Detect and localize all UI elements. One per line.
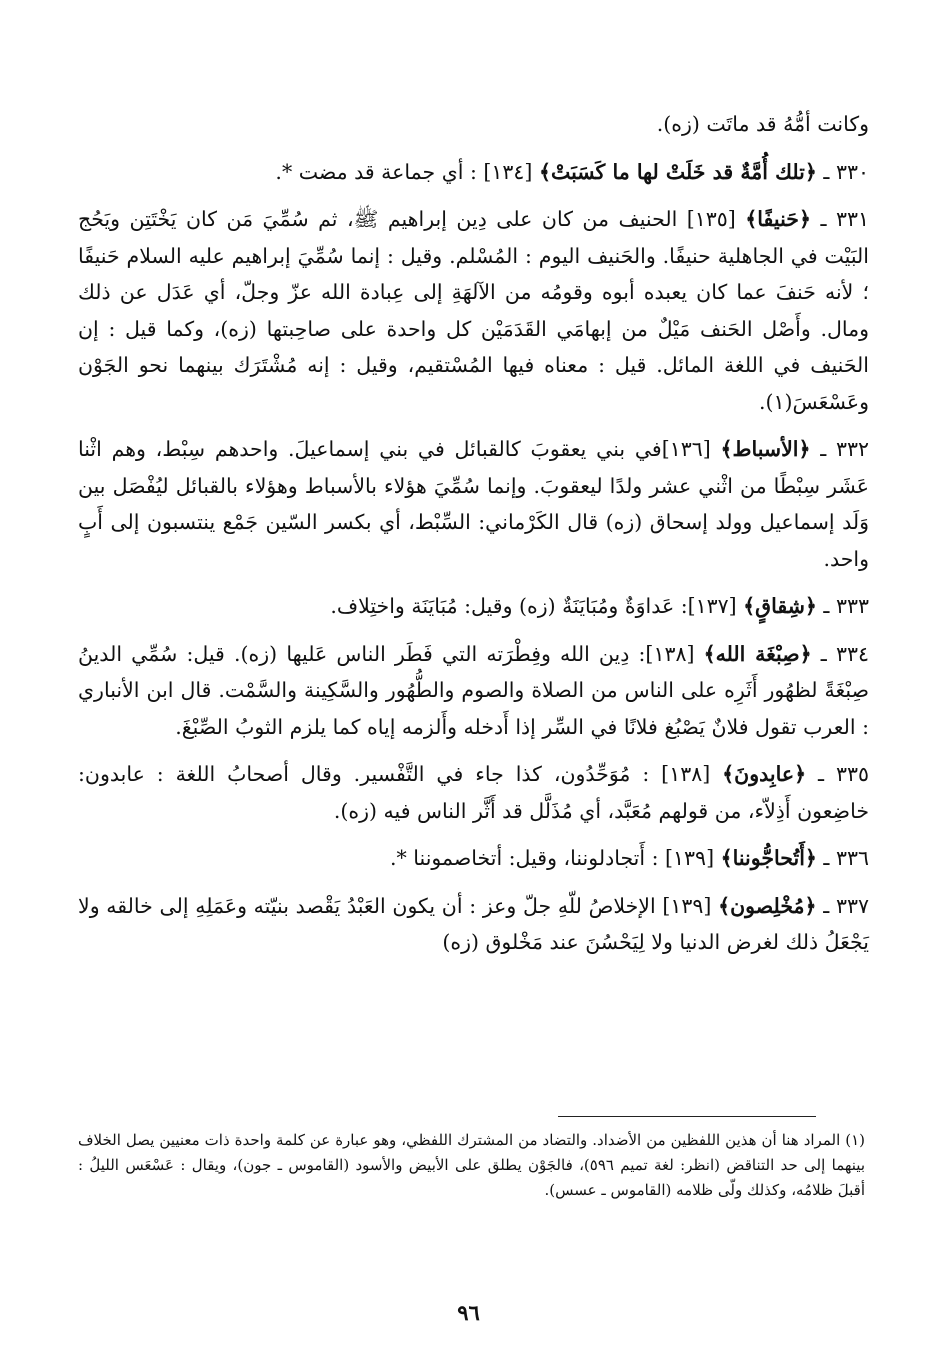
entry-335 xyxy=(78,756,869,829)
quran-term: ﴿صِبْغَة الله﴾ xyxy=(703,641,812,666)
quran-term: ﴿الأسباط﴾ xyxy=(720,437,811,461)
entry-number: ٣٣٥ ـ xyxy=(806,762,870,786)
entry-text: [١٣٩] الإخلاصُ للّهِ جلّ وعز : أن يكون العَبْدُ يَقْصد بنيّته وعَمَلِهِ إلى خالقه ولا يَجْعَلُ ذلك لغرض الدنيا ولا لِيَحْسُنَ عند مَخْلوق (زه) xyxy=(78,893,869,954)
entry-text: [١٣٩] : أَتجادلوننا، وقيل: أتخاصمو‌ننا *. xyxy=(389,846,721,870)
paragraph-intro xyxy=(78,106,869,143)
entry-334 xyxy=(78,636,869,746)
page-number: ٩٦ xyxy=(457,1300,480,1325)
entry-330 xyxy=(78,154,869,191)
entry-number: ٣٣٠ ـ xyxy=(816,159,869,184)
quran-term: ﴿شِقاقٍ﴾ xyxy=(743,594,817,618)
entry-text: [١٣٨] : مُوَحِّدُون، كذا جاء في التَّفْسير. وقال أصحابُ اللغة : عابدون: خاضِعون أَذِلاّء، من قولهم مُعَبَّد، أي مُذَلَّل قد أَثَّر الناس فيه (زه). xyxy=(78,762,869,823)
entry-332 xyxy=(78,431,869,577)
entry-number: ٣٣٤ ـ xyxy=(811,641,870,666)
main-text xyxy=(78,106,869,972)
quran-term: ﴿مُخْلِصون﴾ xyxy=(718,893,817,918)
footnote-separator xyxy=(558,1116,816,1117)
entry-number: ٣٣٣ ـ xyxy=(816,594,869,618)
entry-text: [١٣٨]: دِين الله وفِطْرَته التي فَطَر الناس عَليها (زه). قيل: سُمِّي الدينُ صِبْغَةً لظهُور أَثَرِه على الناس من الصلاة والصوم والطُّهُور والسَّكِينة والسَّمْت. قال ابن الأنباري : العرب تقول فلانٌ يَصْبُغ فلانًا في السِّر إذا أَدخله وأَلزمه إياه كما يلزم الثوبُ الصِّبْغَ. xyxy=(78,641,869,739)
quran-term: ﴿أَتُحاجُّوننا﴾ xyxy=(720,846,817,870)
footnote: (١) المراد هنا أن هذين اللفظين من الأضداد. والتضاد من المشترك اللفظي، وهو عبارة عن كلمة واحدة ذات معنيين يصل الخلاف بينهما إلى حد التناقض (انظر: لغة تميم ٥٩٦)، فالجَوْن يطلق على الأبيض والأسود (القاموس ـ جون)، ويقال : عَسْعَس الليلُ : أقبلَ ظلامُه، وكذلك ولّى ظلامه (القاموس ـ عسس). xyxy=(78,1131,866,1199)
quran-term: ﴿تلك أُمَّةٌ قد خَلَتْ لها ما كَسَبَتْ﴾ xyxy=(538,159,817,184)
quran-term: ﴿حَنيفًا﴾ xyxy=(745,207,811,231)
entry-331 xyxy=(78,201,869,420)
entry-text: [١٣٥] الحنيف من كان على دِين إبراهيم ﷺ، ثم سُمِّيَ مَن كان يَخْتَتِن ويَحُج البَيْت في الجاهلية حنيفًا. والحَنيف اليوم : المُسْلم. وقيل : إنما سُمِّيَ إبراهيم عليه السلام حَنيفًا ؛ لأنه حَنفَ عما كان يعبده أبوه وقومُه من الآلهَةِ إلى عِبادة الله عزّ وجلّ، أي عَدَل عن ذلك ومال. وأَصْل الحَنف مَيْلٌ من إبهامَي القَدَمَيْن كل واحدة على صاحِبتها (زه)، وكما قيل : إن الحَنيف في اللغة المائل. قيل : معناه فيها المُسْتقيم، وقيل : إنه مُشْتَرَك بينهما نحو الجَوْن وعَسْعَسَ(١). xyxy=(78,207,869,414)
entry-text: [١٣٧]: عَداوَةٌ ومُبَايَنَةٌ (زه) وقيل: مُبَايَنَة واختِلاف. xyxy=(330,594,744,618)
entry-text: [١٣٤] : أي جماعة قد مضت *. xyxy=(275,159,539,184)
entry-333 xyxy=(78,588,869,625)
entry-number: ٣٣٧ ـ xyxy=(816,893,869,918)
entry-text: [١٣٦]في بني يعقوبَ كالقبائل في بني إسماعيلَ. واحدهم سِبْط، وهم اثْنا عَشَر سِبْطًا من اثْني عشر ولدًا ليعقوبَ. وإنما سُمِّيَ هؤلاء بالأسباط وهؤلاء بالقبائل ليُفْصَل بين وَلَد إسماعيل وولد إسحاق (زه) قال الكَرْماني: السِّبْط، أي بكسر السّين جَمْع ينتسبون إلى أَبٍ واحد. xyxy=(78,437,870,571)
entry-337 xyxy=(78,888,869,961)
entry-number: ٣٣١ ـ xyxy=(810,207,869,231)
entry-number: ٣٣٦ ـ xyxy=(816,846,869,870)
quran-term: ﴿عابِدونَ﴾ xyxy=(722,762,807,786)
entry-number: ٣٣٢ ـ xyxy=(810,437,869,461)
entry-336 xyxy=(78,840,869,877)
paragraph-text: وكانت أمُّهُ قد ماتَت (زه). xyxy=(656,112,869,136)
